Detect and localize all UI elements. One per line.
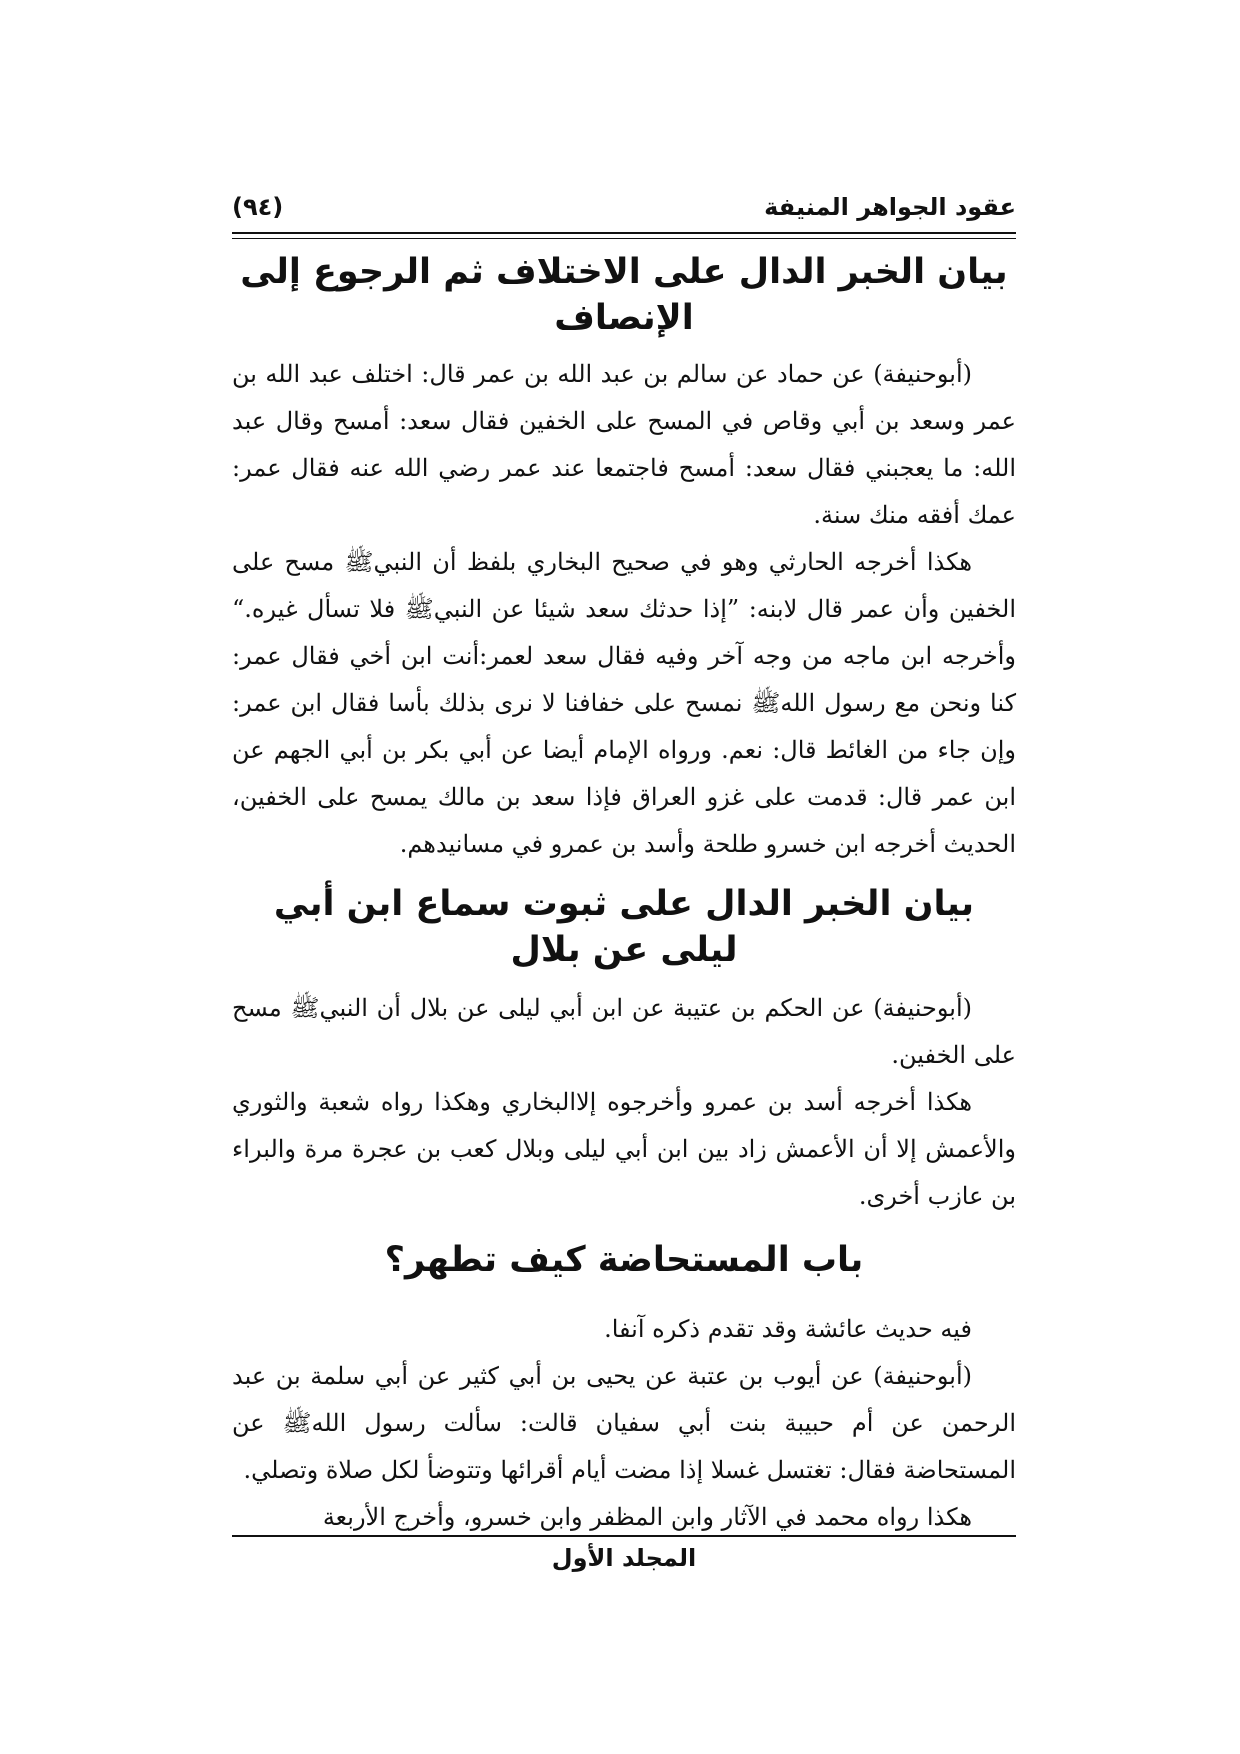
book-title: عقود الجواهر المنيفة [764,193,1016,221]
section-heading-khilaf: بيان الخبر الدال على الاختلاف ثم الرجوع إلى الإنصاف [240,252,1008,338]
volume-footer: المجلد الأول [551,1544,697,1572]
footer-rule [232,1535,1016,1537]
paragraph: هكذا أخرجه الحارثي وهو في صحيح البخاري بلفظ أن النبيﷺ مسح على الخفين وأن عمر قال لابنه: ”إذا حدثك سعد شيئا عن النبيﷺ فلا تسأل غيره.“ وأخرجه ابن ماجه من وجه آخر وفيه فقال سعد لعمر:أنت ابن أخي فقال عمر: كنا ونحن مع رسول اللهﷺ نمسح على خفافنا لا نرى بذلك بأسا فقال ابن عمر: وإن جاء من الغائط قال: نعم. ورواه الإمام أيضا عن أبي بكر بن أبي الجهم عن ابن عمر قال: قدمت على غزو العراق فإذا سعد بن مالك يمسح على الخفين، الحديث أخرجه ابن خسرو طلحة وأسد بن عمرو في مسانيدهم. [232,548,1016,858]
paragraph: فيه حديث عائشة وقد تقدم ذكره آنفا. [604,1314,972,1343]
running-header [232,188,1016,226]
header-rule [232,232,1016,239]
paragraph: (أبوحنيفة) عن حماد عن سالم بن عبد الله بن عمر قال: اختلف عبد الله بن عمر وسعد بن أبي وقاص في المسح على الخفين فقال سعد: أمسح وقال عبد الله: ما يعجبني فقال سعد: أمسح فاجتمعا عند عمر رضي الله عنه فقال عمر: عمك أفقه منك سنة. [232,360,1016,529]
page-body [232,250,1016,1541]
paragraph: (أبوحنيفة) عن الحكم بن عتيبة عن ابن أبي ليلى عن بلال أن النبيﷺ مسح على الخفين. [232,994,1016,1069]
section-heading-bilal: بيان الخبر الدال على ثبوت سماع ابن أبي ليلى عن بلال [273,884,975,970]
book-page [232,188,1016,1608]
paragraph: (أبوحنيفة) عن أيوب بن عتبة عن يحيى بن أبي كثير عن أبي سلمة بن عبد الرحمن عن أم حبيبة بنت أبي سفيان قالت: سألت رسول اللهﷺ عن المستحاضة فقال: تغتسل غسلا إذا مضت أيام أقرائها وتتوضأ لكل صلاة وتصلي. [232,1361,1016,1484]
paragraph: هكذا أخرجه أسد بن عمرو وأخرجوه إلاالبخاري وهكذا رواه شعبة والثوري والأعمش إلا أن الأعمش زاد بين ابن أبي ليلى وبلال كعب بن عجرة مرة والبراء بن عازب أخرى. [232,1088,1016,1210]
paragraph: هكذا رواه محمد في الآثار وابن المظفر وابن خسرو، وأخرج الأربعة [322,1502,972,1531]
page-number: (٩٤) [232,193,284,221]
section-heading-mustahada: باب المستحاضة كيف تطهر؟ [384,1240,864,1280]
